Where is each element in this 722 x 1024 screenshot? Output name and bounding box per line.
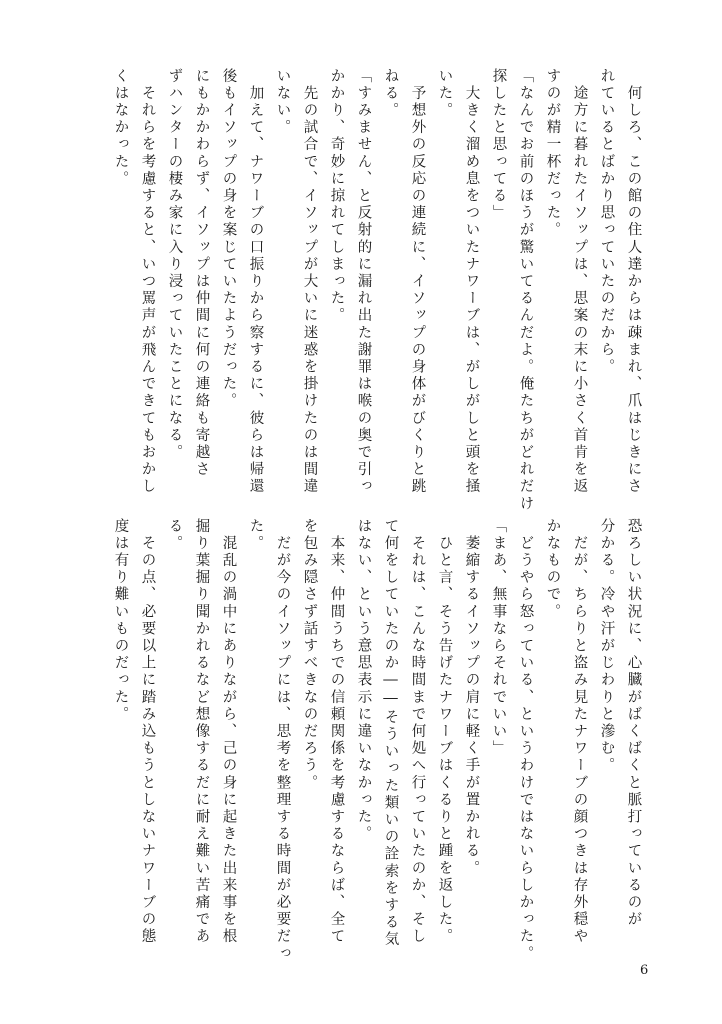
text-line: 何しろ、この館の住人達からは疎まれ、爪はじきにさ [625,68,642,496]
text-line: 「すみません、と反射的に漏れ出た謝罪は喉の奥で引っ [355,68,372,496]
text-line: を包み隠さず話すべきなのだろう。 [301,518,318,792]
text-line: 予想外の反応の連続に、イソップの身体がびくりと跳 [409,68,426,496]
text-line: 後もイソップの身を案じていたようだった。 [220,68,237,410]
text-line: ひと言、そう告げたナワーブはくるりと踵を返した。 [436,518,453,946]
upper-text-block [0,68,722,513]
text-line: くはなかった。 [112,68,129,188]
text-line: その点、必要以上に踏み込もうとしないナワーブの態 [139,518,156,946]
text-line: 探したと思ってる」 [490,68,507,222]
text-line: だが、ちらりと盗み見たナワーブの顔つきは存外穏や [571,518,588,946]
text-line: 大きく溜め息をついたナワーブは、がしがしと頭を掻 [463,68,480,496]
text-line: どうやら怒っている、というわけではないらしかった。 [517,518,534,963]
text-line: 分かる。冷や汗がじわりと滲む。 [598,518,615,775]
text-line: 途方に暮れたイソップは、思案の末に小さく首肯を返 [571,68,588,496]
text-line: た。 [247,518,264,553]
text-line: る。 [166,518,183,553]
text-line: 本来、仲間うちでの信頼関係を考慮するならば、全て [328,518,345,946]
text-line: て何をしていたのか――そういった類いの詮索をする気 [382,518,399,949]
text-line: かなもので。 [544,518,561,621]
text-line: 掘り葉掘り聞かれるなど想像するだに耐え難い苦痛であ [193,518,210,946]
text-line: れているとばかり思っていたのだから。 [598,68,615,376]
text-line: いない。 [274,68,291,137]
text-line: 加えて、ナワーブの口振りから察するに、彼らは帰還 [247,68,264,496]
text-line: 度は有り難いものだった。 [112,518,129,724]
text-line: いた。 [436,68,453,120]
text-line: 「なんでお前のほうが驚いてるんだよ。俺たちがどれだけ [517,68,534,513]
text-line: ねる。 [382,68,399,120]
lower-text-block [0,518,722,963]
text-line: にもかかわらず、イソップは仲間に何の連絡も寄越さ [193,68,210,479]
text-line: はない、という意思表示に違いなかった。 [355,518,372,843]
text-line: 「まあ、無事ならそれでいい」 [490,518,507,758]
text-line: 恐ろしい状況に、心臓がばくばくと脈打っているのが [625,518,642,929]
text-line: だが今のイソップには、思考を整理する時間が必要だっ [274,518,291,963]
text-line: 先の試合で、イソップが大いに迷惑を掛けたのは間違 [301,68,318,496]
text-line: ずハンターの棲み家に入り浸っていたことになる。 [166,68,183,462]
text-line: かかり、奇妙に掠れてしまった。 [328,68,345,325]
text-line: それらを考慮すると、いつ罵声が飛んできてもおかし [139,68,156,496]
page-number: 6 [640,963,649,978]
text-line: それは、こんな時間まで何処へ行っていたのか、そし [409,518,426,946]
text-line: 萎縮するイソップの肩に軽く手が置かれる。 [463,518,480,878]
text-line: 混乱の渦中にありながら、己の身に起きた出来事を根 [220,518,237,946]
text-line: すのが精一杯だった。 [544,68,561,239]
